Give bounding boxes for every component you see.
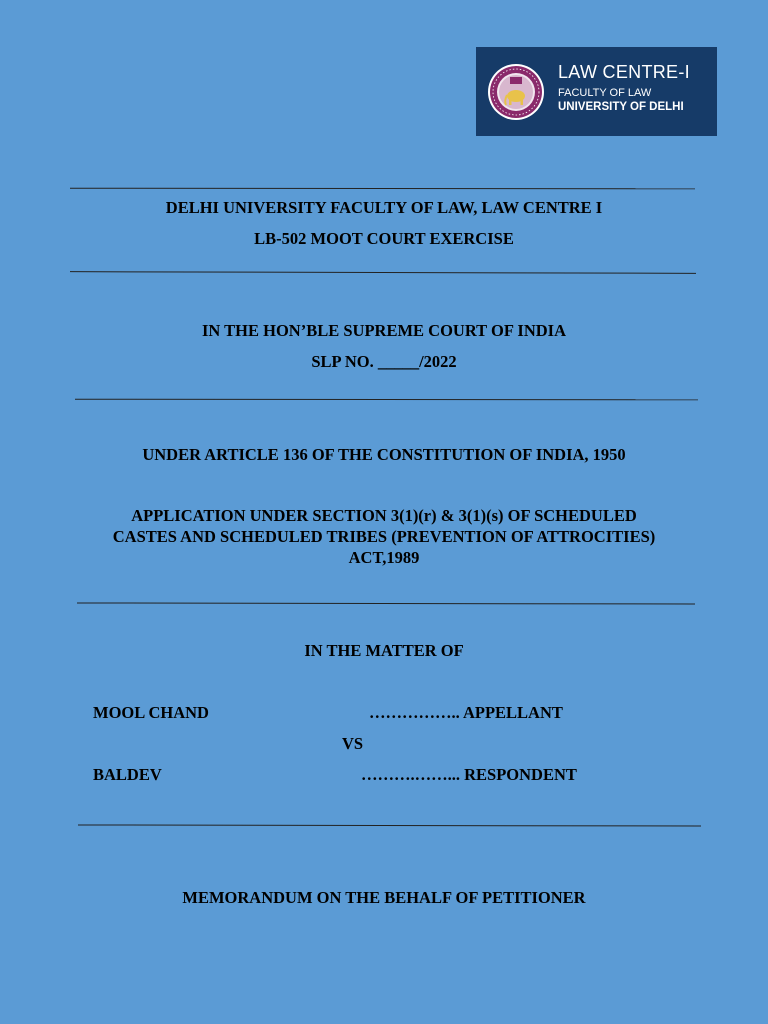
application-heading: APPLICATION UNDER SECTION 3(1)(r) & 3(1)(s) OF SCHEDULED CASTES AND SCHEDULED TRIBES (PREVENTION OF ATTROCITIES) ACT,1989 [112,506,656,567]
appellant-name: MOOL CHAND [93,703,209,722]
court-name: IN THE HON’BLE SUPREME COURT OF INDIA [202,321,566,340]
respondent-role: ……….……... RESPONDENT [361,765,577,784]
exercise-heading: LB-502 MOOT COURT EXERCISE [254,229,514,248]
divider [78,824,701,826]
institution-heading: DELHI UNIVERSITY FACULTY OF LAW, LAW CENTRE I [165,198,603,217]
divider [70,271,696,274]
appellant-role: …………….. APPELLANT [369,703,563,722]
matter-heading: IN THE MATTER OF [304,641,464,660]
logo-text [558,61,690,114]
divider [75,399,698,401]
slp-number: SLP NO. _____/2022 [311,352,457,371]
law-centre-logo [476,47,717,136]
memorandum-title: MEMORANDUM ON THE BEHALF OF PETITIONER [182,888,586,907]
logo-faculty: FACULTY OF LAW [558,87,652,99]
versus-label: VS [342,734,364,753]
logo-university: UNIVERSITY OF DELHI [558,101,684,113]
divider [77,602,695,604]
respondent-name: BALDEV [93,765,162,784]
article-heading: UNDER ARTICLE 136 OF THE CONSTITUTION OF INDIA, 1950 [142,445,626,464]
divider [70,188,695,190]
university-seal-icon [485,63,547,121]
logo-title: LAW CENTRE-I [558,62,690,82]
